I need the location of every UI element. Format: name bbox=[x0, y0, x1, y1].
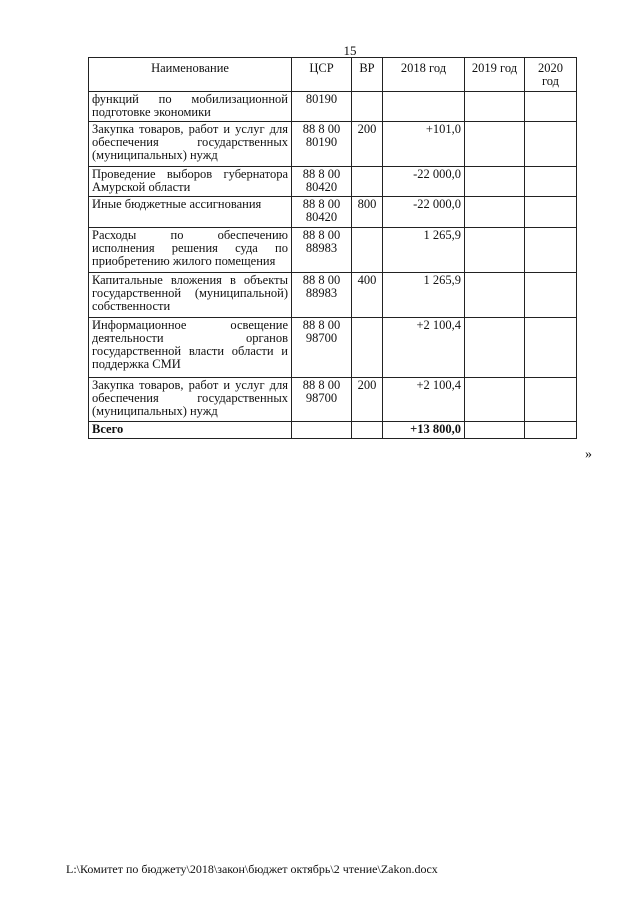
row-csr: 88 8 00 80420 bbox=[292, 197, 352, 228]
row-2019 bbox=[465, 122, 525, 167]
table-row bbox=[89, 228, 577, 273]
row-2020 bbox=[525, 92, 577, 122]
row-name: Иные бюджетные ассигнования bbox=[89, 197, 292, 228]
table-row bbox=[89, 318, 577, 378]
row-2018: 1 265,9 bbox=[383, 228, 465, 273]
row-vr bbox=[352, 92, 383, 122]
table-row bbox=[89, 273, 577, 318]
budget-table bbox=[88, 57, 577, 439]
header-csr: ЦСР bbox=[292, 58, 352, 92]
table-row bbox=[89, 92, 577, 122]
table-header-row bbox=[89, 58, 577, 92]
table-row bbox=[89, 167, 577, 197]
row-vr bbox=[352, 318, 383, 378]
row-name: функций по мобилизационной подготовке экономики bbox=[89, 92, 292, 122]
total-label: Всего bbox=[89, 422, 292, 439]
row-2020 bbox=[525, 197, 577, 228]
row-name: Расходы по обеспечению исполнения решения суда по приобретению жилого помещения bbox=[89, 228, 292, 273]
row-vr: 800 bbox=[352, 197, 383, 228]
row-2019 bbox=[465, 92, 525, 122]
row-2019 bbox=[465, 318, 525, 378]
row-2018: -22 000,0 bbox=[383, 167, 465, 197]
closing-quote: » bbox=[585, 447, 592, 462]
total-2018: +13 800,0 bbox=[383, 422, 465, 439]
header-name: Наименование bbox=[89, 58, 292, 92]
row-2020 bbox=[525, 273, 577, 318]
row-2020 bbox=[525, 378, 577, 422]
row-2020 bbox=[525, 318, 577, 378]
table-row bbox=[89, 122, 577, 167]
row-2018: +2 100,4 bbox=[383, 318, 465, 378]
row-name: Закупка товаров, работ и услуг для обеспечения государственных (муниципальных) нужд bbox=[89, 378, 292, 422]
row-name: Капитальные вложения в объекты государственной (муниципальной) собственности bbox=[89, 273, 292, 318]
header-2019: 2019 год bbox=[465, 58, 525, 92]
total-2020 bbox=[525, 422, 577, 439]
row-2018: +2 100,4 bbox=[383, 378, 465, 422]
header-vr: ВР bbox=[352, 58, 383, 92]
row-vr: 200 bbox=[352, 378, 383, 422]
row-2020 bbox=[525, 122, 577, 167]
row-2018 bbox=[383, 92, 465, 122]
table-row bbox=[89, 197, 577, 228]
row-2018: -22 000,0 bbox=[383, 197, 465, 228]
row-csr: 88 8 00 80420 bbox=[292, 167, 352, 197]
row-csr: 88 8 00 80190 bbox=[292, 122, 352, 167]
row-2019 bbox=[465, 378, 525, 422]
row-2019 bbox=[465, 197, 525, 228]
row-2020 bbox=[525, 228, 577, 273]
page-number: 15 bbox=[343, 43, 357, 58]
row-csr: 88 8 00 98700 bbox=[292, 318, 352, 378]
row-csr: 80190 bbox=[292, 92, 352, 122]
row-name: Проведение выборов губернатора Амурской области bbox=[89, 167, 292, 197]
row-2019 bbox=[465, 228, 525, 273]
header-2018: 2018 год bbox=[383, 58, 465, 92]
footer-file-path: L:\Комитет по бюджету\2018\закон\бюджет октябрь\2 чтение\Zakon.docx bbox=[66, 862, 438, 876]
total-2019 bbox=[465, 422, 525, 439]
row-2019 bbox=[465, 167, 525, 197]
header-2020: 2020 год bbox=[525, 58, 577, 92]
row-csr: 88 8 00 88983 bbox=[292, 228, 352, 273]
row-2018: 1 265,9 bbox=[383, 273, 465, 318]
row-csr: 88 8 00 88983 bbox=[292, 273, 352, 318]
row-vr bbox=[352, 228, 383, 273]
row-csr: 88 8 00 98700 bbox=[292, 378, 352, 422]
row-vr: 400 bbox=[352, 273, 383, 318]
row-name: Информационное освещение деятельности органов государственной власти области и поддержка СМИ bbox=[89, 318, 292, 378]
row-2018: +101,0 bbox=[383, 122, 465, 167]
table-total-row bbox=[89, 422, 577, 439]
total-csr bbox=[292, 422, 352, 439]
row-2019 bbox=[465, 273, 525, 318]
row-vr bbox=[352, 167, 383, 197]
row-name: Закупка товаров, работ и услуг для обеспечения государственных (муниципальных) нужд bbox=[89, 122, 292, 167]
table-row bbox=[89, 378, 577, 422]
row-vr: 200 bbox=[352, 122, 383, 167]
total-vr bbox=[352, 422, 383, 439]
row-2020 bbox=[525, 167, 577, 197]
